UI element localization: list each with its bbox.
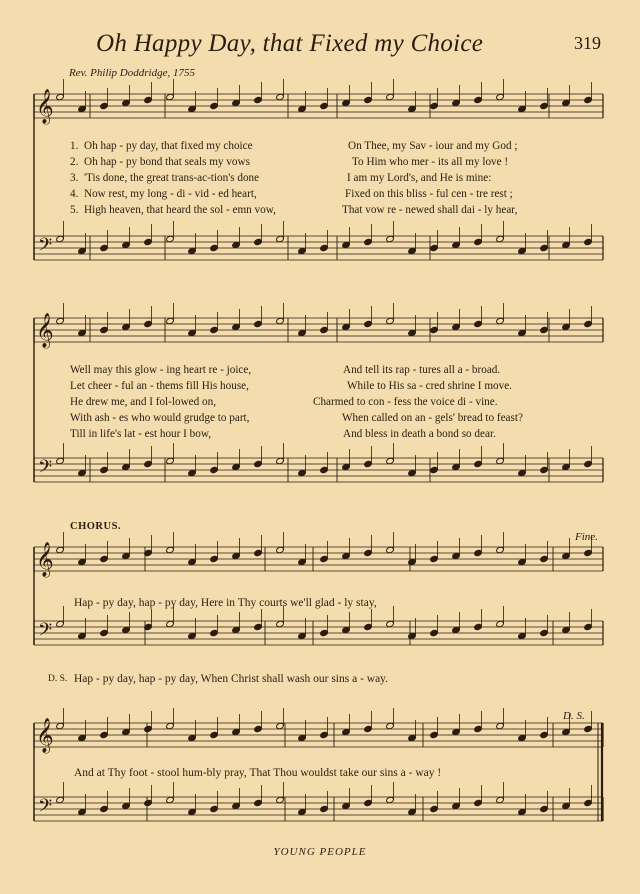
verse-4-line-b: Fixed on this bliss - ful cen - tre rest ; [345, 188, 513, 200]
verse-5-num: 5. [70, 204, 79, 216]
verse-1-line-b: On Thee, my Sav - iour and my God ; [348, 140, 518, 152]
s2-line-2a: Let cheer - ful an - thems fill His house, [70, 380, 249, 392]
chorus-lyric-top: Hap - py day, hap - py day, Here in Thy courts we'll glad - ly stay, [74, 597, 377, 609]
system4-lyric: And at Thy foot - stool hum-bly pray, That Thou wouldst take our sins a - way ! [74, 767, 442, 779]
svg-text:𝄞: 𝄞 [36, 542, 54, 577]
svg-text:𝄞: 𝄞 [36, 718, 54, 753]
verse-3-line-a: 'Tis done, the great trans-ac-tion's done [84, 172, 260, 184]
verse-5-line-a: High heaven, that heard the sol - emn vow, [84, 204, 276, 216]
s2-line-4b: When called on an - gels' bread to feast? [342, 412, 523, 424]
ds-marker: D. S. [563, 710, 585, 722]
fine-marker: Fine. [575, 531, 598, 543]
svg-text:𝄞: 𝄞 [36, 89, 54, 124]
s2-line-4a: With ash - es who would grudge to part, [70, 412, 250, 424]
s2-line-5b: And bless in death a bond so dear. [343, 428, 496, 440]
hymn-title: Oh Happy Day, that Fixed my Choice [96, 30, 484, 57]
verse-4-num: 4. [70, 188, 79, 200]
verse-2-line-b: To Him who mer - its all my love ! [352, 156, 509, 168]
ds-prefix: D. S. [48, 674, 68, 684]
verse-5-line-b: That vow re - newed shall dai - ly hear, [342, 204, 518, 216]
verse-1-num: 1. [70, 140, 79, 152]
svg-text:𝄢: 𝄢 [38, 457, 53, 482]
svg-text:𝄢: 𝄢 [38, 620, 53, 645]
verse-3-line-b: I am my Lord's, and He is mine: [347, 172, 492, 184]
verse-1-line-a: Oh hap - py day, that fixed my choice [84, 140, 253, 152]
s2-line-2b: While to His sa - cred shrine I move. [347, 380, 512, 392]
s2-line-3a: He drew me, and I fol-lowed on, [70, 396, 217, 408]
verse-4-line-a: Now rest, my long - di - vid - ed heart, [84, 188, 257, 200]
s2-line-5a: Till in life's lat - est hour I bow, [70, 428, 212, 440]
s2-line-3b: Charmed to con - fess the voice di - vine. [313, 396, 498, 408]
svg-text:𝄢: 𝄢 [38, 796, 53, 821]
page-footer: YOUNG PEOPLE [273, 846, 367, 858]
svg-text:𝄢: 𝄢 [38, 235, 53, 260]
author-credit: Rev. Philip Doddridge, 1755 [69, 67, 195, 79]
chorus-label: CHORUS. [70, 521, 122, 532]
verse-2-num: 2. [70, 156, 79, 168]
page-number: 319 [574, 33, 601, 53]
s2-line-1b: And tell its rap - tures all a - broad. [343, 364, 501, 376]
verse-3-num: 3. [70, 172, 79, 184]
verse-2-line-a: Oh hap - py bond that seals my vows [84, 156, 250, 168]
chorus-lyric-bottom: Hap - py day, hap - py day, When Christ shall wash our sins a - way. [74, 673, 389, 685]
s2-line-1a: Well may this glow - ing heart re - joice, [70, 364, 252, 376]
svg-text:𝄞: 𝄞 [36, 313, 54, 348]
